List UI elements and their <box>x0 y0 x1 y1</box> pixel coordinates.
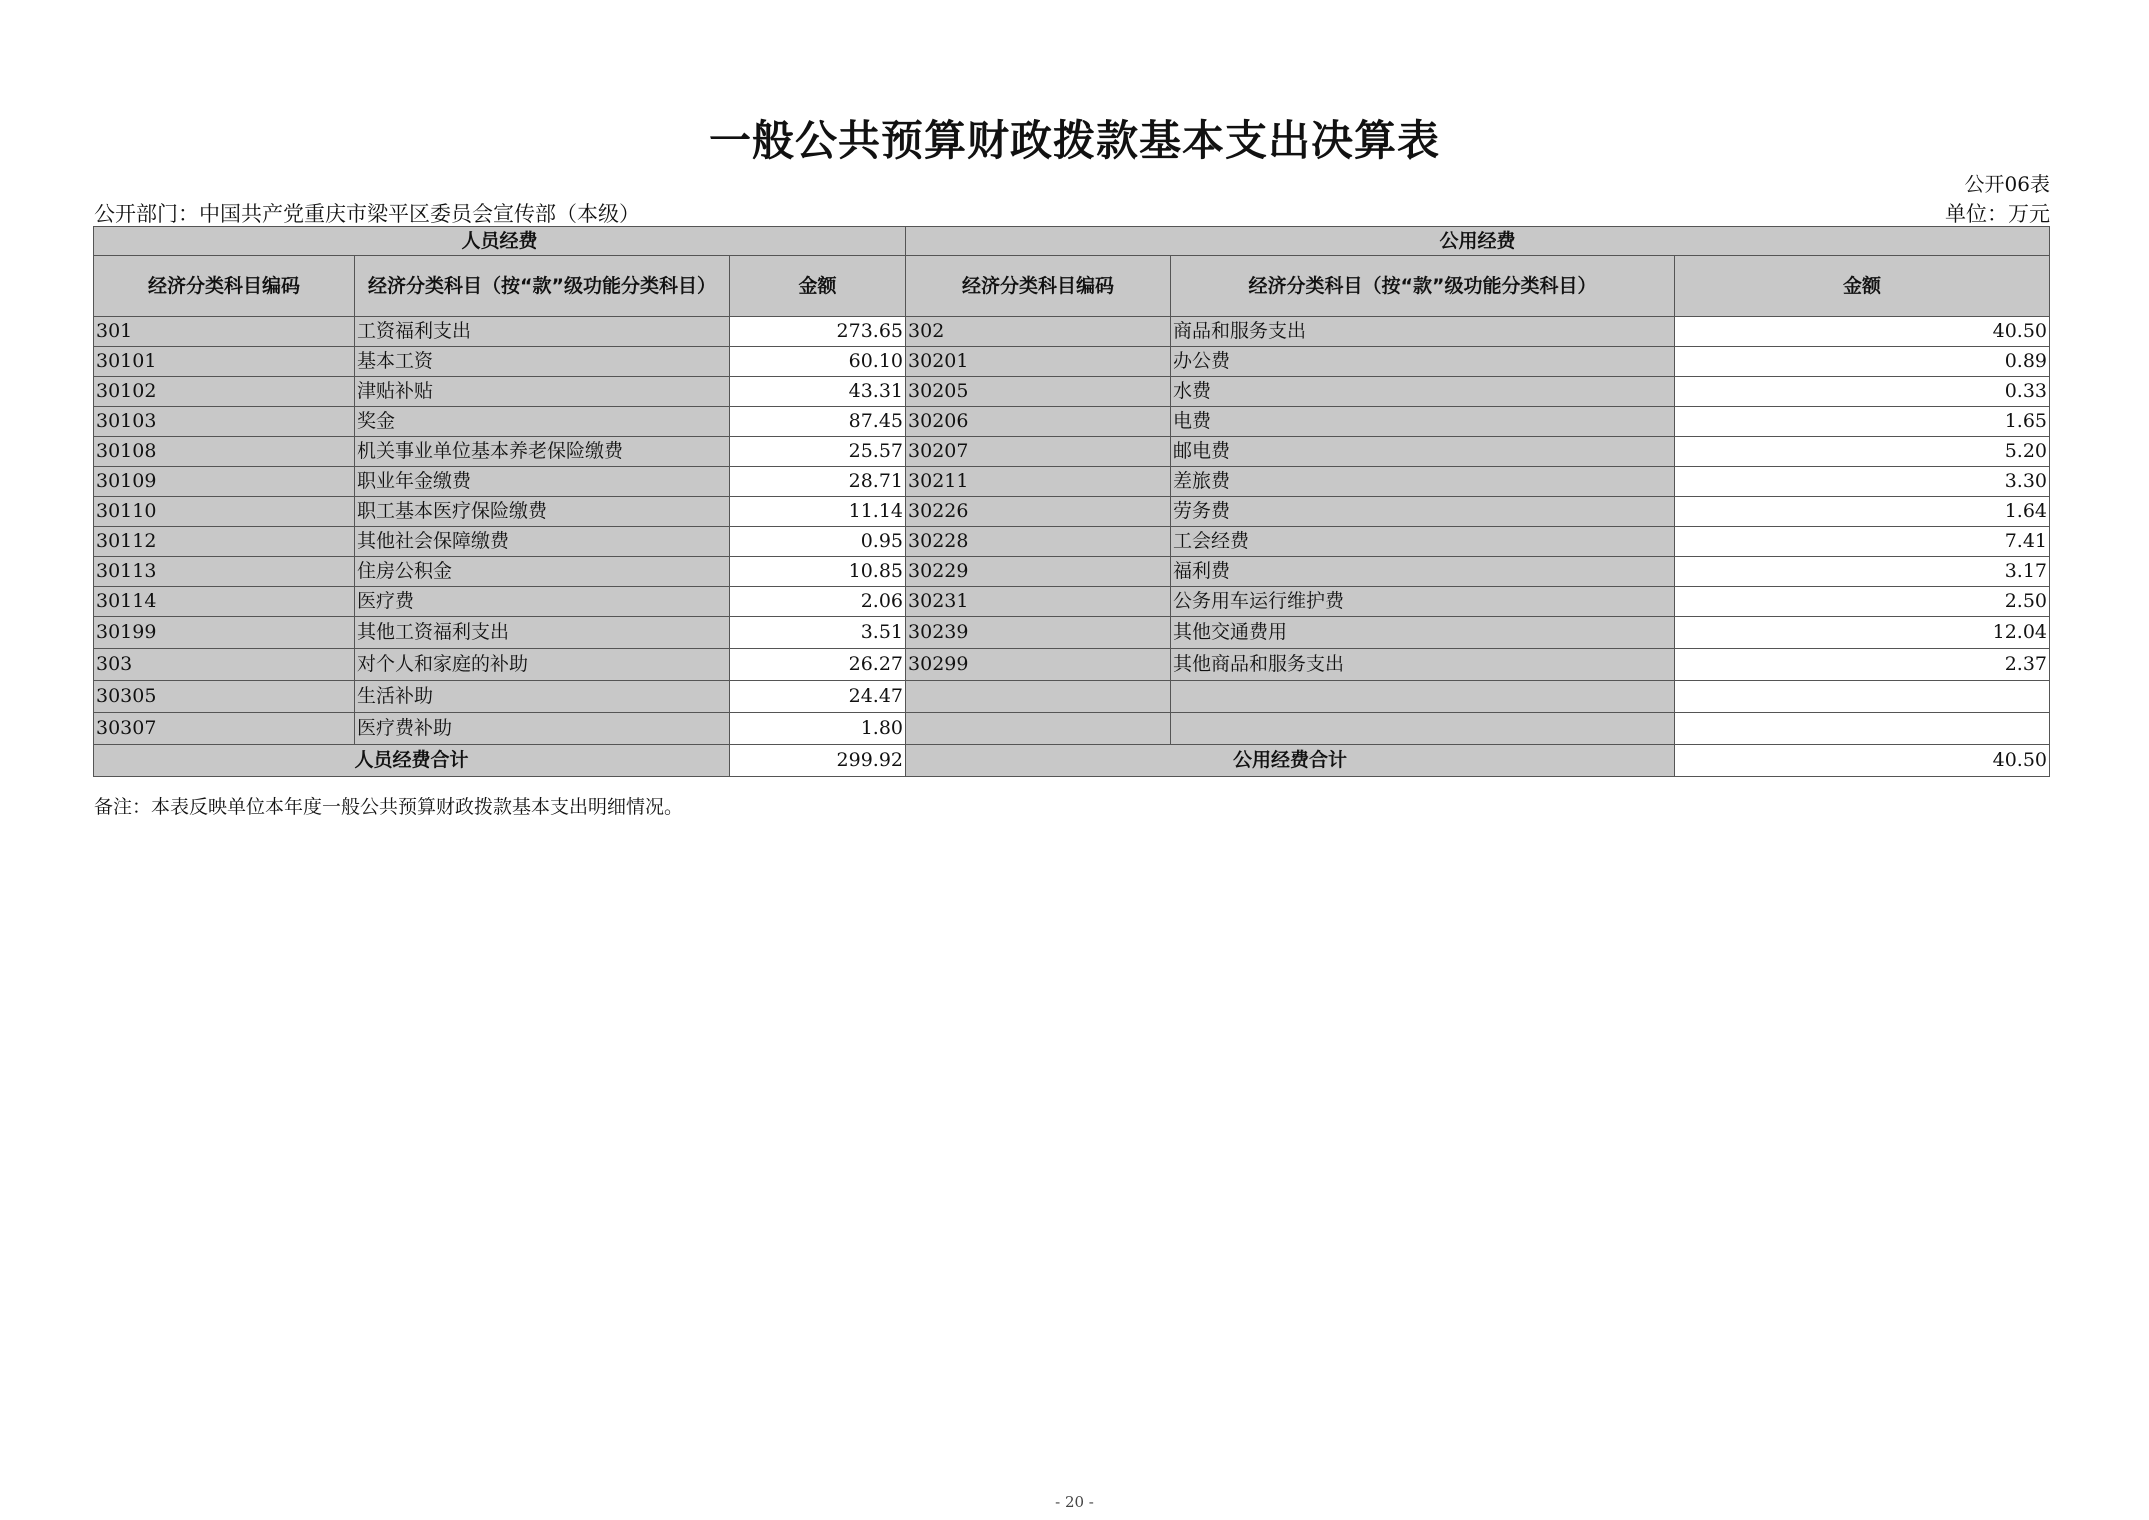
public-code-cell: 302 <box>906 317 1171 347</box>
public-name-cell: 商品和服务支出 <box>1171 317 1675 347</box>
public-name-header: 经济分类科目（按“款”级功能分类科目） <box>1171 256 1675 317</box>
public-name-cell: 邮电费 <box>1171 437 1675 467</box>
public-code-cell: 30299 <box>906 649 1171 681</box>
column-header-row <box>94 256 2050 317</box>
personnel-name-cell: 住房公积金 <box>355 557 730 587</box>
personnel-amount-cell: 43.31 <box>730 377 906 407</box>
table-row <box>94 467 2050 497</box>
public-amount-cell: 2.50 <box>1675 587 2050 617</box>
personnel-amount-cell: 25.57 <box>730 437 906 467</box>
public-name-cell: 公务用车运行维护费 <box>1171 587 1675 617</box>
page-title: 一般公共预算财政拨款基本支出决算表 <box>708 116 1440 165</box>
table-row <box>94 437 2050 467</box>
public-amount-cell: 2.37 <box>1675 649 2050 681</box>
personnel-code-cell: 301 <box>94 317 355 347</box>
form-number: 公开06表 <box>1964 172 2050 196</box>
personnel-amount-cell: 1.80 <box>730 713 906 745</box>
public-name-cell: 其他交通费用 <box>1171 617 1675 649</box>
public-name-cell: 水费 <box>1171 377 1675 407</box>
personnel-code-cell: 30113 <box>94 557 355 587</box>
personnel-code-cell: 30110 <box>94 497 355 527</box>
personnel-name-cell: 其他社会保障缴费 <box>355 527 730 557</box>
personnel-amount-cell: 11.14 <box>730 497 906 527</box>
personnel-name-cell: 职工基本医疗保险缴费 <box>355 497 730 527</box>
personnel-name-cell: 奖金 <box>355 407 730 437</box>
personnel-amount-cell: 273.65 <box>730 317 906 347</box>
public-code-cell <box>906 681 1171 713</box>
page-number: - 20 - <box>1055 1493 1094 1511</box>
public-code-cell: 30207 <box>906 437 1171 467</box>
personnel-code-cell: 303 <box>94 649 355 681</box>
public-amount-cell: 1.65 <box>1675 407 2050 437</box>
department-label: 公开部门：中国共产党重庆市梁平区委员会宣传部（本级） <box>94 202 640 226</box>
personnel-name-cell: 对个人和家庭的补助 <box>355 649 730 681</box>
expenditure-table <box>93 226 2050 777</box>
table-row <box>94 377 2050 407</box>
public-amount-cell: 40.50 <box>1675 317 2050 347</box>
public-name-cell: 其他商品和服务支出 <box>1171 649 1675 681</box>
public-code-cell: 30201 <box>906 347 1171 377</box>
public-name-cell: 福利费 <box>1171 557 1675 587</box>
personnel-amount-cell: 24.47 <box>730 681 906 713</box>
personnel-name-cell: 津贴补贴 <box>355 377 730 407</box>
unit-label: 单位：万元 <box>1945 202 2050 226</box>
personnel-code-cell: 30114 <box>94 587 355 617</box>
personnel-group-header: 人员经费 <box>94 227 906 256</box>
totals-row <box>94 745 2050 777</box>
public-code-cell: 30206 <box>906 407 1171 437</box>
personnel-total-label: 人员经费合计 <box>94 745 730 777</box>
personnel-code-cell: 30112 <box>94 527 355 557</box>
table-row <box>94 527 2050 557</box>
personnel-name-cell: 医疗费 <box>355 587 730 617</box>
personnel-code-cell: 30102 <box>94 377 355 407</box>
public-amount-cell: 5.20 <box>1675 437 2050 467</box>
public-name-cell <box>1171 681 1675 713</box>
table-row <box>94 347 2050 377</box>
public-amount-cell: 0.33 <box>1675 377 2050 407</box>
personnel-amount-cell: 28.71 <box>730 467 906 497</box>
table-row <box>94 681 2050 713</box>
personnel-code-header: 经济分类科目编码 <box>94 256 355 317</box>
personnel-amount-cell: 60.10 <box>730 347 906 377</box>
public-name-cell <box>1171 713 1675 745</box>
personnel-amount-cell: 26.27 <box>730 649 906 681</box>
public-code-cell: 30226 <box>906 497 1171 527</box>
public-amount-cell: 7.41 <box>1675 527 2050 557</box>
public-amount-cell <box>1675 713 2050 745</box>
public-total-label: 公用经费合计 <box>906 745 1675 777</box>
public-code-header: 经济分类科目编码 <box>906 256 1171 317</box>
public-amount-cell: 12.04 <box>1675 617 2050 649</box>
personnel-name-cell: 医疗费补助 <box>355 713 730 745</box>
public-name-cell: 劳务费 <box>1171 497 1675 527</box>
personnel-name-header: 经济分类科目（按“款”级功能分类科目） <box>355 256 730 317</box>
personnel-amount-cell: 87.45 <box>730 407 906 437</box>
table-row <box>94 587 2050 617</box>
public-code-cell: 30239 <box>906 617 1171 649</box>
public-group-header: 公用经费 <box>906 227 2050 256</box>
public-amount-cell: 3.30 <box>1675 467 2050 497</box>
public-code-cell: 30228 <box>906 527 1171 557</box>
personnel-code-cell: 30305 <box>94 681 355 713</box>
table-row <box>94 407 2050 437</box>
table-row <box>94 649 2050 681</box>
table-row <box>94 497 2050 527</box>
personnel-total-amount: 299.92 <box>730 745 906 777</box>
public-code-cell: 30211 <box>906 467 1171 497</box>
personnel-code-cell: 30307 <box>94 713 355 745</box>
personnel-code-cell: 30199 <box>94 617 355 649</box>
table-row <box>94 557 2050 587</box>
personnel-code-cell: 30101 <box>94 347 355 377</box>
public-code-cell: 30205 <box>906 377 1171 407</box>
footnote: 备注：本表反映单位本年度一般公共预算财政拨款基本支出明细情况。 <box>94 796 684 818</box>
personnel-amount-cell: 10.85 <box>730 557 906 587</box>
personnel-code-cell: 30109 <box>94 467 355 497</box>
personnel-name-cell: 机关事业单位基本养老保险缴费 <box>355 437 730 467</box>
public-amount-cell: 0.89 <box>1675 347 2050 377</box>
group-header-row <box>94 227 2050 256</box>
public-total-amount: 40.50 <box>1675 745 2050 777</box>
public-code-cell: 30231 <box>906 587 1171 617</box>
public-amount-cell <box>1675 681 2050 713</box>
public-amount-cell: 1.64 <box>1675 497 2050 527</box>
personnel-amount-cell: 2.06 <box>730 587 906 617</box>
personnel-code-cell: 30108 <box>94 437 355 467</box>
table-row <box>94 617 2050 649</box>
public-name-cell: 工会经费 <box>1171 527 1675 557</box>
table-row <box>94 713 2050 745</box>
table-row <box>94 317 2050 347</box>
public-amount-cell: 3.17 <box>1675 557 2050 587</box>
personnel-name-cell: 其他工资福利支出 <box>355 617 730 649</box>
personnel-amount-cell: 0.95 <box>730 527 906 557</box>
personnel-name-cell: 职业年金缴费 <box>355 467 730 497</box>
personnel-amount-cell: 3.51 <box>730 617 906 649</box>
personnel-code-cell: 30103 <box>94 407 355 437</box>
public-name-cell: 差旅费 <box>1171 467 1675 497</box>
public-amount-header: 金额 <box>1675 256 2050 317</box>
personnel-name-cell: 基本工资 <box>355 347 730 377</box>
public-code-cell <box>906 713 1171 745</box>
public-name-cell: 办公费 <box>1171 347 1675 377</box>
public-code-cell: 30229 <box>906 557 1171 587</box>
public-name-cell: 电费 <box>1171 407 1675 437</box>
personnel-name-cell: 生活补助 <box>355 681 730 713</box>
personnel-name-cell: 工资福利支出 <box>355 317 730 347</box>
personnel-amount-header: 金额 <box>730 256 906 317</box>
table-body <box>94 227 2050 777</box>
